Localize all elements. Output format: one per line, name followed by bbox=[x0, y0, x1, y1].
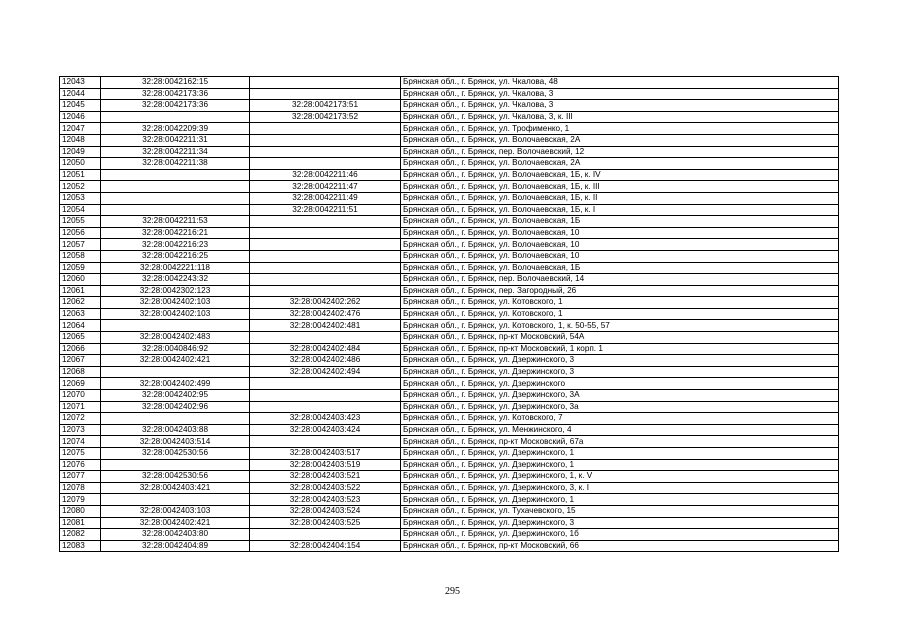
table-row bbox=[60, 100, 839, 112]
table-row bbox=[60, 517, 839, 529]
row-number-cell: 12076 bbox=[60, 459, 101, 471]
address-cell: Брянская обл., г. Брянск, ул. Волочаевская, 10 bbox=[401, 239, 839, 251]
row-number-cell: 12051 bbox=[60, 169, 101, 181]
table-row bbox=[60, 494, 839, 506]
address-cell: Брянская обл., г. Брянск, ул. Котовского, 1, к. 50-55, 57 bbox=[401, 320, 839, 332]
cadastral-number-cell: 32:28:0042402:95 bbox=[101, 390, 250, 402]
row-number-cell: 12044 bbox=[60, 88, 101, 100]
cadastral-number-cell: 32:28:0042403:88 bbox=[101, 424, 250, 436]
table-row bbox=[60, 181, 839, 193]
row-number-cell: 12050 bbox=[60, 158, 101, 170]
related-cadastral-number-cell: 32:28:0042211:49 bbox=[250, 192, 401, 204]
table-row bbox=[60, 401, 839, 413]
cadastral-number-cell bbox=[101, 111, 250, 123]
address-cell: Брянская обл., г. Брянск, ул. Чкалова, 48 bbox=[401, 77, 839, 89]
row-number-cell: 12046 bbox=[60, 111, 101, 123]
address-cell: Брянская обл., г. Брянск, ул. Котовского, 1 bbox=[401, 297, 839, 309]
registry-table-body bbox=[60, 77, 839, 552]
related-cadastral-number-cell: 32:28:0042403:522 bbox=[250, 482, 401, 494]
table-row bbox=[60, 540, 839, 552]
address-cell: Брянская обл., г. Брянск, ул. Котовского, 1 bbox=[401, 308, 839, 320]
address-cell: Брянская обл., г. Брянск, ул. Котовского, 7 bbox=[401, 413, 839, 425]
related-cadastral-number-cell: 32:28:0042402:262 bbox=[250, 297, 401, 309]
row-number-cell: 12077 bbox=[60, 471, 101, 483]
cadastral-number-cell: 32:28:0042302:123 bbox=[101, 285, 250, 297]
address-cell: Брянская обл., г. Брянск, ул. Дзержинского, 1 bbox=[401, 448, 839, 460]
address-cell: Брянская обл., г. Брянск, ул. Дзержинского, 3А bbox=[401, 390, 839, 402]
related-cadastral-number-cell: 32:28:0042403:525 bbox=[250, 517, 401, 529]
row-number-cell: 12052 bbox=[60, 181, 101, 193]
table-row bbox=[60, 482, 839, 494]
address-cell: Брянская обл., г. Брянск, ул. Волочаевская, 2А bbox=[401, 134, 839, 146]
cadastral-number-cell bbox=[101, 192, 250, 204]
related-cadastral-number-cell bbox=[250, 239, 401, 251]
related-cadastral-number-cell bbox=[250, 274, 401, 286]
address-cell: Брянская обл., г. Брянск, ул. Волочаевская, 2А bbox=[401, 158, 839, 170]
related-cadastral-number-cell bbox=[250, 436, 401, 448]
address-cell: Брянская обл., г. Брянск, ул. Чкалова, 3 bbox=[401, 88, 839, 100]
table-row bbox=[60, 77, 839, 89]
cadastral-number-cell: 32:28:0042403:103 bbox=[101, 505, 250, 517]
related-cadastral-number-cell bbox=[250, 77, 401, 89]
table-row bbox=[60, 88, 839, 100]
table-row bbox=[60, 366, 839, 378]
row-number-cell: 12055 bbox=[60, 216, 101, 228]
address-cell: Брянская обл., г. Брянск, ул. Дзержинского, 3 bbox=[401, 517, 839, 529]
cadastral-number-cell bbox=[101, 320, 250, 332]
table-row bbox=[60, 158, 839, 170]
related-cadastral-number-cell bbox=[250, 250, 401, 262]
table-row bbox=[60, 123, 839, 135]
cadastral-number-cell: 32:28:0042402:96 bbox=[101, 401, 250, 413]
row-number-cell: 12065 bbox=[60, 332, 101, 344]
cadastral-number-cell: 32:28:0042173:36 bbox=[101, 88, 250, 100]
address-cell: Брянская обл., г. Брянск, ул. Волочаевская, 10 bbox=[401, 227, 839, 239]
table-row bbox=[60, 111, 839, 123]
related-cadastral-number-cell: 32:28:0042404:154 bbox=[250, 540, 401, 552]
table-row bbox=[60, 204, 839, 216]
row-number-cell: 12079 bbox=[60, 494, 101, 506]
cadastral-number-cell: 32:28:0042209:39 bbox=[101, 123, 250, 135]
row-number-cell: 12073 bbox=[60, 424, 101, 436]
cadastral-number-cell bbox=[101, 459, 250, 471]
cadastral-number-cell: 32:28:0042530:56 bbox=[101, 471, 250, 483]
row-number-cell: 12067 bbox=[60, 355, 101, 367]
table-row bbox=[60, 505, 839, 517]
related-cadastral-number-cell: 32:28:0042402:494 bbox=[250, 366, 401, 378]
cadastral-number-cell bbox=[101, 204, 250, 216]
cadastral-number-cell: 32:28:0042403:514 bbox=[101, 436, 250, 448]
table-row bbox=[60, 378, 839, 390]
related-cadastral-number-cell: 32:28:0042402:476 bbox=[250, 308, 401, 320]
cadastral-number-cell: 32:28:0042403:421 bbox=[101, 482, 250, 494]
related-cadastral-number-cell: 32:28:0042402:484 bbox=[250, 343, 401, 355]
cadastral-number-cell bbox=[101, 181, 250, 193]
row-number-cell: 12068 bbox=[60, 366, 101, 378]
cadastral-number-cell: 32:28:0042211:31 bbox=[101, 134, 250, 146]
row-number-cell: 12058 bbox=[60, 250, 101, 262]
row-number-cell: 12053 bbox=[60, 192, 101, 204]
table-row bbox=[60, 285, 839, 297]
related-cadastral-number-cell bbox=[250, 332, 401, 344]
address-cell: Брянская обл., г. Брянск, ул. Менжинского, 4 bbox=[401, 424, 839, 436]
related-cadastral-number-cell bbox=[250, 123, 401, 135]
row-number-cell: 12081 bbox=[60, 517, 101, 529]
address-cell: Брянская обл., г. Брянск, пер. Волочаевский, 12 bbox=[401, 146, 839, 158]
cadastral-number-cell: 32:28:0042402:421 bbox=[101, 517, 250, 529]
cadastral-number-cell: 32:28:0040846:92 bbox=[101, 343, 250, 355]
table-row bbox=[60, 227, 839, 239]
address-cell: Брянская обл., г. Брянск, ул. Дзержинского, 3, к. I bbox=[401, 482, 839, 494]
cadastral-number-cell: 32:28:0042402:499 bbox=[101, 378, 250, 390]
cadastral-number-cell bbox=[101, 366, 250, 378]
related-cadastral-number-cell: 32:28:0042211:47 bbox=[250, 181, 401, 193]
related-cadastral-number-cell: 32:28:0042211:51 bbox=[250, 204, 401, 216]
row-number-cell: 12069 bbox=[60, 378, 101, 390]
related-cadastral-number-cell: 32:28:0042403:519 bbox=[250, 459, 401, 471]
row-number-cell: 12062 bbox=[60, 297, 101, 309]
related-cadastral-number-cell bbox=[250, 158, 401, 170]
related-cadastral-number-cell: 32:28:0042403:423 bbox=[250, 413, 401, 425]
table-row bbox=[60, 262, 839, 274]
related-cadastral-number-cell bbox=[250, 262, 401, 274]
row-number-cell: 12083 bbox=[60, 540, 101, 552]
related-cadastral-number-cell: 32:28:0042403:524 bbox=[250, 505, 401, 517]
cadastral-number-cell: 32:28:0042211:34 bbox=[101, 146, 250, 158]
cadastral-number-cell: 32:28:0042403:80 bbox=[101, 529, 250, 541]
address-cell: Брянская обл., г. Брянск, пер. Волочаевский, 14 bbox=[401, 274, 839, 286]
address-cell: Брянская обл., г. Брянск, ул. Волочаевская, 1Б, к. II bbox=[401, 192, 839, 204]
address-cell: Брянская обл., г. Брянск, ул. Волочаевская, 1Б, к. III bbox=[401, 181, 839, 193]
related-cadastral-number-cell bbox=[250, 285, 401, 297]
table-row bbox=[60, 169, 839, 181]
related-cadastral-number-cell bbox=[250, 401, 401, 413]
row-number-cell: 12049 bbox=[60, 146, 101, 158]
cadastral-number-cell: 32:28:0042402:421 bbox=[101, 355, 250, 367]
related-cadastral-number-cell bbox=[250, 134, 401, 146]
address-cell: Брянская обл., г. Брянск, ул. Дзержинского, 1, к. V bbox=[401, 471, 839, 483]
cadastral-number-cell: 32:28:0042402:483 bbox=[101, 332, 250, 344]
address-cell: Брянская обл., г. Брянск, ул. Дзержинского, 3 bbox=[401, 366, 839, 378]
address-cell: Брянская обл., г. Брянск, ул. Дзержинского, 1 bbox=[401, 459, 839, 471]
row-number-cell: 12048 bbox=[60, 134, 101, 146]
address-cell: Брянская обл., г. Брянск, ул. Волочаевская, 1Б bbox=[401, 262, 839, 274]
related-cadastral-number-cell: 32:28:0042402:481 bbox=[250, 320, 401, 332]
table-row bbox=[60, 390, 839, 402]
table-row bbox=[60, 343, 839, 355]
related-cadastral-number-cell bbox=[250, 216, 401, 228]
table-row bbox=[60, 134, 839, 146]
row-number-cell: 12070 bbox=[60, 390, 101, 402]
row-number-cell: 12074 bbox=[60, 436, 101, 448]
address-cell: Брянская обл., г. Брянск, пр-кт Московский, 66 bbox=[401, 540, 839, 552]
related-cadastral-number-cell: 32:28:0042173:51 bbox=[250, 100, 401, 112]
cadastral-number-cell: 32:28:0042216:23 bbox=[101, 239, 250, 251]
related-cadastral-number-cell: 32:28:0042403:424 bbox=[250, 424, 401, 436]
table-row bbox=[60, 355, 839, 367]
cadastral-number-cell: 32:28:0042211:38 bbox=[101, 158, 250, 170]
cadastral-number-cell bbox=[101, 413, 250, 425]
table-row bbox=[60, 192, 839, 204]
related-cadastral-number-cell bbox=[250, 88, 401, 100]
row-number-cell: 12071 bbox=[60, 401, 101, 413]
row-number-cell: 12047 bbox=[60, 123, 101, 135]
address-cell: Брянская обл., г. Брянск, ул. Дзержинского, 3 bbox=[401, 355, 839, 367]
page-number: 295 bbox=[445, 586, 460, 597]
table-row bbox=[60, 459, 839, 471]
table-row bbox=[60, 436, 839, 448]
address-cell: Брянская обл., г. Брянск, ул. Волочаевская, 1Б, к. I bbox=[401, 204, 839, 216]
cadastral-number-cell: 32:28:0042243:32 bbox=[101, 274, 250, 286]
row-number-cell: 12072 bbox=[60, 413, 101, 425]
address-cell: Брянская обл., г. Брянск, пр-кт Московский, 1 корп. 1 bbox=[401, 343, 839, 355]
cadastral-number-cell bbox=[101, 169, 250, 181]
table-row bbox=[60, 332, 839, 344]
registry-table bbox=[59, 76, 839, 552]
row-number-cell: 12063 bbox=[60, 308, 101, 320]
row-number-cell: 12056 bbox=[60, 227, 101, 239]
table-row bbox=[60, 297, 839, 309]
address-cell: Брянская обл., г. Брянск, пр-кт Московский, 67а bbox=[401, 436, 839, 448]
row-number-cell: 12080 bbox=[60, 505, 101, 517]
cadastral-number-cell: 32:28:0042402:103 bbox=[101, 297, 250, 309]
row-number-cell: 12061 bbox=[60, 285, 101, 297]
related-cadastral-number-cell bbox=[250, 146, 401, 158]
table-row bbox=[60, 448, 839, 460]
row-number-cell: 12057 bbox=[60, 239, 101, 251]
related-cadastral-number-cell bbox=[250, 378, 401, 390]
cadastral-number-cell: 32:28:0042402:103 bbox=[101, 308, 250, 320]
address-cell: Брянская обл., г. Брянск, ул. Дзержинского, 1 bbox=[401, 494, 839, 506]
related-cadastral-number-cell: 32:28:0042403:517 bbox=[250, 448, 401, 460]
related-cadastral-number-cell: 32:28:0042211:46 bbox=[250, 169, 401, 181]
related-cadastral-number-cell: 32:28:0042173:52 bbox=[250, 111, 401, 123]
related-cadastral-number-cell bbox=[250, 529, 401, 541]
cadastral-number-cell: 32:28:0042404:89 bbox=[101, 540, 250, 552]
table-row bbox=[60, 308, 839, 320]
row-number-cell: 12043 bbox=[60, 77, 101, 89]
cadastral-number-cell: 32:28:0042221:118 bbox=[101, 262, 250, 274]
related-cadastral-number-cell bbox=[250, 227, 401, 239]
row-number-cell: 12066 bbox=[60, 343, 101, 355]
related-cadastral-number-cell bbox=[250, 390, 401, 402]
cadastral-number-cell: 32:28:0042173:36 bbox=[101, 100, 250, 112]
address-cell: Брянская обл., г. Брянск, ул. Дзержинского, 3а bbox=[401, 401, 839, 413]
cadastral-number-cell bbox=[101, 494, 250, 506]
table-row bbox=[60, 239, 839, 251]
table-row bbox=[60, 529, 839, 541]
table-row bbox=[60, 216, 839, 228]
row-number-cell: 12075 bbox=[60, 448, 101, 460]
cadastral-number-cell: 32:28:0042530:56 bbox=[101, 448, 250, 460]
table-row bbox=[60, 274, 839, 286]
address-cell: Брянская обл., г. Брянск, ул. Волочаевская, 1Б bbox=[401, 216, 839, 228]
address-cell: Брянская обл., г. Брянск, ул. Трофименко, 1 bbox=[401, 123, 839, 135]
related-cadastral-number-cell: 32:28:0042403:523 bbox=[250, 494, 401, 506]
table-row bbox=[60, 471, 839, 483]
address-cell: Брянская обл., г. Брянск, ул. Дзержинского, 1б bbox=[401, 529, 839, 541]
row-number-cell: 12082 bbox=[60, 529, 101, 541]
related-cadastral-number-cell: 32:28:0042402:486 bbox=[250, 355, 401, 367]
table-row bbox=[60, 320, 839, 332]
address-cell: Брянская обл., г. Брянск, ул. Волочаевская, 10 bbox=[401, 250, 839, 262]
table-row bbox=[60, 424, 839, 436]
address-cell: Брянская обл., г. Брянск, пр-кт Московский, 54А bbox=[401, 332, 839, 344]
address-cell: Брянская обл., г. Брянск, ул. Чкалова, 3 bbox=[401, 100, 839, 112]
address-cell: Брянская обл., г. Брянск, ул. Дзержинского bbox=[401, 378, 839, 390]
address-cell: Брянская обл., г. Брянск, пер. Загородный, 26 bbox=[401, 285, 839, 297]
row-number-cell: 12045 bbox=[60, 100, 101, 112]
address-cell: Брянская обл., г. Брянск, ул. Тухачевского, 15 bbox=[401, 505, 839, 517]
cadastral-number-cell: 32:28:0042211:53 bbox=[101, 216, 250, 228]
table-row bbox=[60, 413, 839, 425]
cadastral-number-cell: 32:28:0042216:25 bbox=[101, 250, 250, 262]
table-row bbox=[60, 250, 839, 262]
address-cell: Брянская обл., г. Брянск, ул. Волочаевская, 1Б, к. IV bbox=[401, 169, 839, 181]
row-number-cell: 12064 bbox=[60, 320, 101, 332]
row-number-cell: 12059 bbox=[60, 262, 101, 274]
row-number-cell: 12060 bbox=[60, 274, 101, 286]
table-row bbox=[60, 146, 839, 158]
related-cadastral-number-cell: 32:28:0042403:521 bbox=[250, 471, 401, 483]
cadastral-number-cell: 32:28:0042216:21 bbox=[101, 227, 250, 239]
row-number-cell: 12078 bbox=[60, 482, 101, 494]
row-number-cell: 12054 bbox=[60, 204, 101, 216]
cadastral-number-cell: 32:28:0042162:15 bbox=[101, 77, 250, 89]
address-cell: Брянская обл., г. Брянск, ул. Чкалова, 3, к. III bbox=[401, 111, 839, 123]
